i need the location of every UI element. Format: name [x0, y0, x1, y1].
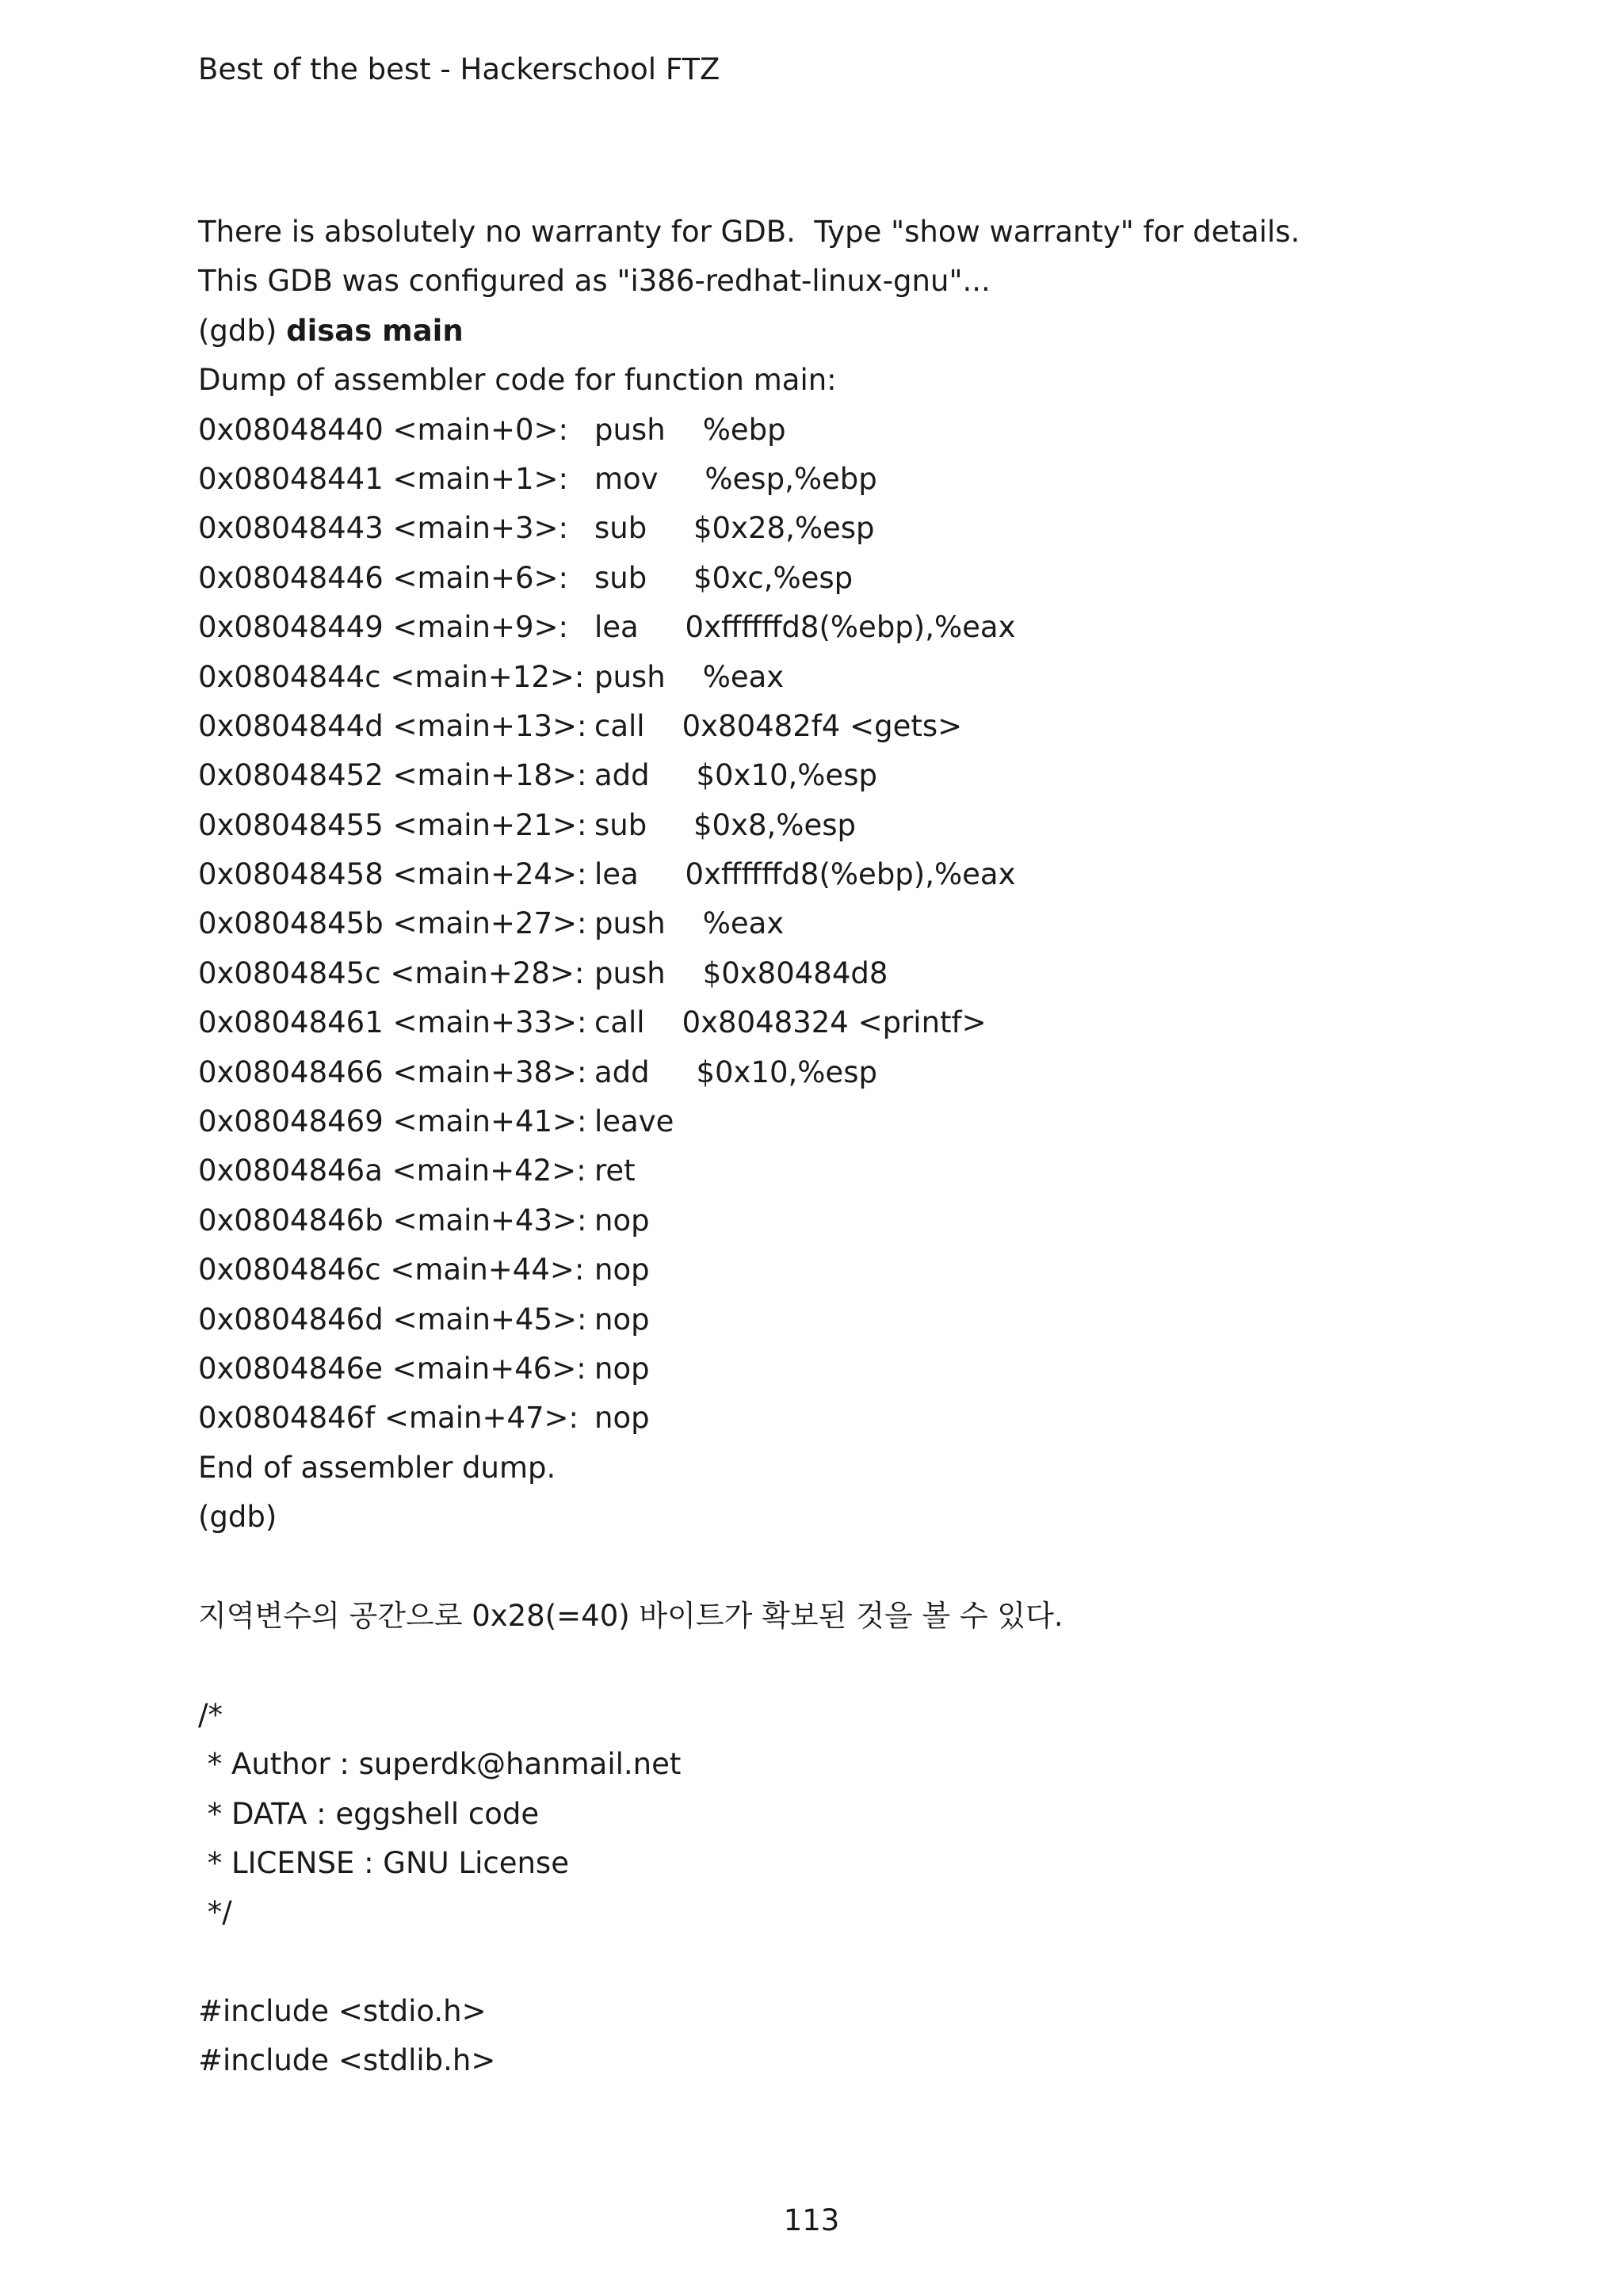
- gdb-final-prompt: (gdb): [198, 1500, 277, 1535]
- asm-row: [198, 1196, 1545, 1245]
- asm-row: [198, 998, 1545, 1047]
- asm-row: [198, 653, 1545, 702]
- asm-instruction: nop: [594, 1351, 650, 1386]
- asm-address: 0x0804844d <main+13>:: [198, 708, 587, 743]
- gdb-command: disas main: [286, 313, 464, 348]
- code-line: * LICENSE : GNU License: [198, 1845, 569, 1880]
- page-number: 113: [783, 2203, 840, 2237]
- asm-address: 0x08048458 <main+24>:: [198, 857, 587, 892]
- gdb-config-line: This GDB was configured as "i386-redhat-linux-gnu"...: [198, 264, 991, 299]
- asm-instruction: lea 0xffffffd8(%ebp),%eax: [594, 610, 1016, 645]
- blank-line: [198, 1543, 1545, 1592]
- page-body: [198, 208, 1545, 2086]
- gdb-warranty-line: There is absolutely no warranty for GDB. Type "show warranty" for details.: [198, 215, 1300, 249]
- asm-instruction: call 0x8048324 <printf>: [594, 1005, 987, 1040]
- asm-row: [198, 603, 1545, 652]
- asm-row: [198, 1048, 1545, 1097]
- asm-row: [198, 702, 1545, 751]
- asm-row: [198, 1245, 1545, 1295]
- asm-instruction: push $0x80484d8: [594, 955, 888, 990]
- code-line: /*: [198, 1697, 223, 1732]
- asm-instruction: sub $0x8,%esp: [594, 807, 856, 842]
- asm-address: 0x08048440 <main+0>:: [198, 412, 568, 447]
- asm-row: [198, 949, 1545, 998]
- asm-row: [198, 554, 1545, 603]
- korean-note: 지역변수의 공간으로 0x28(=40) 바이트가 확보된 것을 볼 수 있다.: [198, 1598, 1064, 1633]
- asm-instruction: lea 0xffffffd8(%ebp),%eax: [594, 857, 1016, 892]
- dump-footer: End of assembler dump.: [198, 1450, 556, 1485]
- asm-row: [198, 850, 1545, 899]
- asm-instruction: nop: [594, 1253, 650, 1287]
- asm-address: 0x08048449 <main+9>:: [198, 610, 568, 645]
- blank-line: [198, 1938, 1545, 1987]
- dump-header: Dump of assembler code for function main:: [198, 363, 837, 398]
- asm-instruction: sub $0xc,%esp: [594, 560, 854, 595]
- asm-address: 0x0804844c <main+12>:: [198, 659, 585, 694]
- asm-row: [198, 1394, 1545, 1443]
- asm-row: [198, 1146, 1545, 1196]
- code-line: */: [198, 1895, 232, 1930]
- asm-row: [198, 801, 1545, 850]
- code-line: * DATA : eggshell code: [198, 1796, 540, 1831]
- code-line: * Author : superdk@hanmail.net: [198, 1747, 682, 1782]
- asm-instruction: push %eax: [594, 906, 785, 941]
- code-line: #include <stdio.h>: [198, 1994, 487, 2029]
- running-header: Best of the best - Hackerschool FTZ: [198, 52, 720, 86]
- asm-row: [198, 1097, 1545, 1146]
- asm-address: 0x08048441 <main+1>:: [198, 461, 568, 496]
- asm-address: 0x08048452 <main+18>:: [198, 758, 587, 793]
- asm-instruction: ret: [594, 1154, 636, 1188]
- asm-instruction: leave: [594, 1104, 674, 1139]
- asm-instruction: mov %esp,%ebp: [594, 461, 877, 496]
- gdb-prompt: (gdb): [198, 313, 287, 348]
- asm-instruction: push %ebp: [594, 412, 786, 447]
- asm-address: 0x08048466 <main+38>:: [198, 1055, 587, 1089]
- asm-row: [198, 406, 1545, 455]
- asm-address: 0x08048461 <main+33>:: [198, 1005, 587, 1040]
- blank-line: [198, 1641, 1545, 1690]
- asm-row: [198, 1295, 1545, 1344]
- asm-row: [198, 1344, 1545, 1394]
- code-block: [198, 1691, 1545, 2086]
- asm-address: 0x08048455 <main+21>:: [198, 807, 587, 842]
- asm-instruction: sub $0x28,%esp: [594, 511, 875, 546]
- asm-row: [198, 504, 1545, 553]
- asm-address: 0x0804846b <main+43>:: [198, 1203, 587, 1238]
- asm-address: 0x0804846c <main+44>:: [198, 1253, 585, 1287]
- asm-instruction: nop: [594, 1401, 650, 1436]
- asm-address: 0x08048446 <main+6>:: [198, 560, 568, 595]
- asm-address: 0x0804846f <main+47>:: [198, 1401, 579, 1436]
- asm-instruction: nop: [594, 1203, 650, 1238]
- asm-row: [198, 751, 1545, 800]
- asm-address: 0x08048443 <main+3>:: [198, 511, 568, 546]
- asm-address: 0x0804846d <main+45>:: [198, 1302, 587, 1337]
- asm-row: [198, 455, 1545, 504]
- asm-instruction: nop: [594, 1302, 650, 1337]
- asm-address: 0x0804845b <main+27>:: [198, 906, 587, 941]
- asm-row: [198, 899, 1545, 948]
- asm-instruction: add $0x10,%esp: [594, 1055, 877, 1089]
- gdb-command-line: [198, 307, 1545, 356]
- asm-address: 0x0804845c <main+28>:: [198, 955, 585, 990]
- asm-address: 0x08048469 <main+41>:: [198, 1104, 587, 1139]
- asm-instruction: push %eax: [594, 659, 785, 694]
- asm-address: 0x0804846e <main+46>:: [198, 1351, 586, 1386]
- code-line: #include <stdlib.h>: [198, 2043, 496, 2078]
- asm-address: 0x0804846a <main+42>:: [198, 1154, 586, 1188]
- asm-instruction: add $0x10,%esp: [594, 758, 877, 793]
- assembly-listing: [198, 406, 1545, 1444]
- asm-instruction: call 0x80482f4 <gets>: [594, 708, 963, 743]
